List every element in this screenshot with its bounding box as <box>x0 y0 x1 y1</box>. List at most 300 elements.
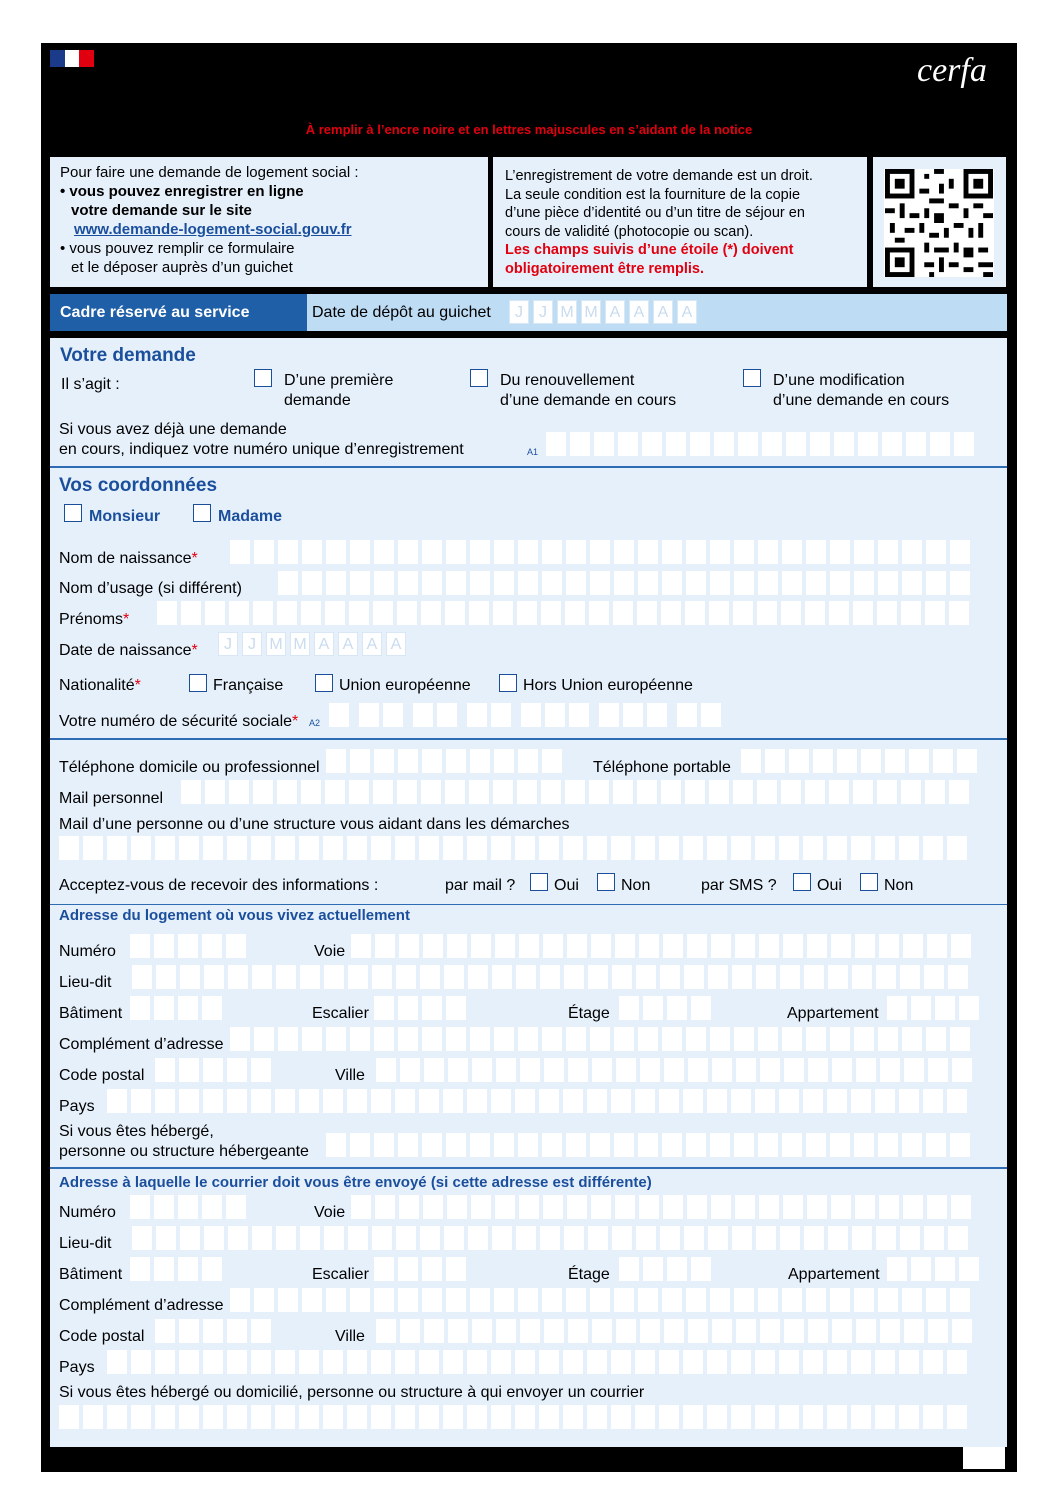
char-box[interactable] <box>757 780 777 804</box>
char-box[interactable] <box>371 836 391 860</box>
char-box[interactable] <box>643 1257 663 1281</box>
char-box[interactable] <box>155 1319 175 1343</box>
char-box[interactable] <box>779 1405 799 1429</box>
char-box[interactable] <box>202 1257 222 1281</box>
char-box[interactable] <box>347 1350 367 1374</box>
char-box[interactable] <box>470 571 490 595</box>
char-box[interactable] <box>278 540 298 564</box>
char-box[interactable] <box>927 1195 947 1219</box>
char-box[interactable] <box>909 749 929 773</box>
date-char-box[interactable]: A <box>314 632 334 656</box>
char-box[interactable] <box>588 965 608 989</box>
char-box[interactable] <box>710 1027 730 1051</box>
char-box[interactable] <box>351 1195 371 1219</box>
char-box[interactable] <box>927 934 947 958</box>
char-box[interactable] <box>662 1133 682 1157</box>
char-box[interactable] <box>375 934 395 958</box>
char-box[interactable] <box>323 1089 343 1113</box>
char-box[interactable] <box>253 780 273 804</box>
char-box[interactable] <box>638 1133 658 1157</box>
char-box[interactable] <box>520 1319 540 1343</box>
char-box[interactable] <box>926 571 946 595</box>
char-box[interactable] <box>107 836 127 860</box>
char-box[interactable] <box>180 965 200 989</box>
char-box[interactable] <box>711 1195 731 1219</box>
char-box[interactable] <box>203 1058 223 1082</box>
char-box[interactable] <box>709 780 729 804</box>
char-box[interactable] <box>154 934 174 958</box>
char-box[interactable] <box>951 934 971 958</box>
char-box[interactable] <box>251 1089 271 1113</box>
char-box[interactable] <box>325 601 345 625</box>
char-box[interactable] <box>880 1058 900 1082</box>
char-box[interactable] <box>157 601 177 625</box>
char-box[interactable] <box>400 1319 420 1343</box>
francaise-checkbox[interactable] <box>189 674 207 692</box>
char-box[interactable] <box>899 1405 919 1429</box>
mail-non-checkbox[interactable] <box>597 873 615 891</box>
courrier-appartement-field[interactable] <box>887 1257 979 1281</box>
char-box[interactable] <box>299 836 319 860</box>
char-box[interactable] <box>398 1257 418 1281</box>
char-box[interactable] <box>227 1058 247 1082</box>
char-box[interactable] <box>395 1089 415 1113</box>
char-box[interactable] <box>882 432 902 456</box>
char-box[interactable] <box>131 836 151 860</box>
char-box[interactable] <box>947 836 967 860</box>
char-box[interactable] <box>419 1089 439 1113</box>
char-box[interactable] <box>827 836 847 860</box>
char-box[interactable] <box>326 749 346 773</box>
char-box[interactable] <box>782 1288 802 1312</box>
char-box[interactable] <box>443 1089 463 1113</box>
char-box[interactable] <box>470 1027 490 1051</box>
char-box[interactable] <box>376 1058 396 1082</box>
char-box[interactable] <box>638 1288 658 1312</box>
char-box[interactable] <box>539 1089 559 1113</box>
char-box[interactable] <box>324 965 344 989</box>
char-box[interactable] <box>784 1319 804 1343</box>
char-box[interactable] <box>203 1089 223 1113</box>
char-box[interactable] <box>661 780 681 804</box>
char-box[interactable] <box>181 601 201 625</box>
char-box[interactable] <box>492 965 512 989</box>
char-box[interactable] <box>396 1226 416 1250</box>
char-box[interactable] <box>398 1027 418 1051</box>
char-box[interactable] <box>734 1288 754 1312</box>
char-box[interactable] <box>618 432 638 456</box>
char-box[interactable] <box>350 1288 370 1312</box>
char-box[interactable] <box>204 1226 224 1250</box>
heberge-domicilie-field[interactable] <box>59 1405 967 1429</box>
char-box[interactable] <box>830 540 850 564</box>
heberge-field[interactable] <box>326 1133 970 1157</box>
char-box[interactable] <box>660 965 680 989</box>
ville-field[interactable] <box>376 1058 972 1082</box>
char-box[interactable] <box>470 540 490 564</box>
char-box[interactable] <box>350 1133 370 1157</box>
char-box[interactable] <box>472 1058 492 1082</box>
char-box[interactable] <box>902 1027 922 1051</box>
char-box[interactable] <box>323 1405 343 1429</box>
char-box[interactable] <box>923 1089 943 1113</box>
char-box[interactable] <box>901 601 921 625</box>
char-box[interactable] <box>667 1257 687 1281</box>
char-box[interactable] <box>686 1133 706 1157</box>
char-box[interactable] <box>470 1288 490 1312</box>
char-box[interactable] <box>911 996 931 1020</box>
char-box[interactable] <box>371 1089 391 1113</box>
char-box[interactable] <box>935 1257 955 1281</box>
char-box[interactable] <box>636 1226 656 1250</box>
char-box[interactable] <box>275 1405 295 1429</box>
char-box[interactable] <box>613 601 633 625</box>
char-box[interactable] <box>640 1058 660 1082</box>
char-box[interactable] <box>446 571 466 595</box>
char-box[interactable] <box>469 780 489 804</box>
char-box[interactable] <box>635 1089 655 1113</box>
char-box[interactable] <box>827 1405 847 1429</box>
char-box[interactable] <box>566 1027 586 1051</box>
char-box[interactable] <box>516 1226 536 1250</box>
char-box[interactable] <box>563 836 583 860</box>
char-box[interactable] <box>758 571 778 595</box>
char-box[interactable] <box>229 601 249 625</box>
char-box[interactable] <box>900 965 920 989</box>
batiment-field[interactable] <box>130 996 222 1020</box>
char-box[interactable] <box>803 1089 823 1113</box>
char-box[interactable] <box>611 836 631 860</box>
char-box[interactable] <box>563 1350 583 1374</box>
char-box[interactable] <box>544 1058 564 1082</box>
char-box[interactable] <box>302 571 322 595</box>
char-box[interactable] <box>686 1027 706 1051</box>
char-box[interactable] <box>923 836 943 860</box>
char-box[interactable] <box>779 836 799 860</box>
char-box[interactable] <box>832 1058 852 1082</box>
char-box[interactable] <box>659 1350 679 1374</box>
char-box[interactable] <box>445 780 465 804</box>
char-box[interactable] <box>205 780 225 804</box>
char-box[interactable] <box>879 934 899 958</box>
char-box[interactable] <box>348 1226 368 1250</box>
char-box[interactable] <box>611 1089 631 1113</box>
char-box[interactable] <box>350 540 370 564</box>
char-box[interactable] <box>491 836 511 860</box>
date-naissance-field[interactable] <box>218 632 406 656</box>
char-box[interactable] <box>83 836 103 860</box>
char-box[interactable] <box>448 1058 468 1082</box>
char-box[interactable] <box>758 1027 778 1051</box>
char-box[interactable] <box>854 571 874 595</box>
char-box[interactable] <box>395 1350 415 1374</box>
char-box[interactable] <box>619 996 639 1020</box>
char-box[interactable] <box>496 1058 516 1082</box>
char-box[interactable] <box>564 1226 584 1250</box>
char-box[interactable] <box>496 1319 516 1343</box>
char-box[interactable] <box>711 934 731 958</box>
date-char-box[interactable]: A <box>629 300 649 324</box>
char-box[interactable] <box>947 1089 967 1113</box>
char-box[interactable] <box>205 601 225 625</box>
char-box[interactable] <box>446 996 466 1020</box>
char-box[interactable] <box>906 432 926 456</box>
char-box[interactable] <box>803 1405 823 1429</box>
char-box[interactable] <box>373 780 393 804</box>
char-box[interactable] <box>107 1350 127 1374</box>
char-box[interactable] <box>544 1319 564 1343</box>
char-box[interactable] <box>779 1350 799 1374</box>
char-box[interactable] <box>741 749 761 773</box>
char-box[interactable] <box>710 571 730 595</box>
char-box[interactable] <box>856 1319 876 1343</box>
char-box[interactable] <box>491 1089 511 1113</box>
char-box[interactable] <box>731 1089 751 1113</box>
numero-field[interactable] <box>130 934 246 958</box>
date-char-box[interactable]: A <box>386 632 406 656</box>
courrier-escalier-field[interactable] <box>374 1257 466 1281</box>
char-box[interactable] <box>374 571 394 595</box>
courrier-pays-field[interactable] <box>107 1350 967 1374</box>
char-box[interactable] <box>954 432 974 456</box>
char-box[interactable] <box>829 780 849 804</box>
char-box[interactable] <box>599 703 619 727</box>
char-box[interactable] <box>712 1319 732 1343</box>
char-box[interactable] <box>734 1027 754 1051</box>
char-box[interactable] <box>762 432 782 456</box>
char-box[interactable] <box>325 780 345 804</box>
char-box[interactable] <box>878 571 898 595</box>
char-box[interactable] <box>420 1226 440 1250</box>
char-box[interactable] <box>375 1195 395 1219</box>
char-box[interactable] <box>734 571 754 595</box>
char-box[interactable] <box>831 934 851 958</box>
modification-checkbox[interactable] <box>743 369 761 387</box>
char-box[interactable] <box>685 601 705 625</box>
char-box[interactable] <box>806 571 826 595</box>
date-char-box[interactable]: A <box>362 632 382 656</box>
char-box[interactable] <box>421 780 441 804</box>
char-box[interactable] <box>830 1027 850 1051</box>
char-box[interactable] <box>948 1226 968 1250</box>
char-box[interactable] <box>398 1288 418 1312</box>
char-box[interactable] <box>253 601 273 625</box>
char-box[interactable] <box>347 1405 367 1429</box>
char-box[interactable] <box>374 749 394 773</box>
char-box[interactable] <box>448 1319 468 1343</box>
char-box[interactable] <box>179 1405 199 1429</box>
char-box[interactable] <box>230 1288 250 1312</box>
char-box[interactable] <box>830 571 850 595</box>
char-box[interactable] <box>154 996 174 1020</box>
char-box[interactable] <box>590 571 610 595</box>
char-box[interactable] <box>830 1133 850 1157</box>
char-box[interactable] <box>179 1350 199 1374</box>
char-box[interactable] <box>542 540 562 564</box>
char-box[interactable] <box>612 1226 632 1250</box>
char-box[interactable] <box>687 934 707 958</box>
char-box[interactable] <box>736 1058 756 1082</box>
renouvellement-checkbox[interactable] <box>470 369 488 387</box>
char-box[interactable] <box>803 836 823 860</box>
char-box[interactable] <box>683 1350 703 1374</box>
char-box[interactable] <box>227 836 247 860</box>
char-box[interactable] <box>755 1350 775 1374</box>
char-box[interactable] <box>710 540 730 564</box>
char-box[interactable] <box>686 540 706 564</box>
char-box[interactable] <box>326 1288 346 1312</box>
char-box[interactable] <box>950 1027 970 1051</box>
char-box[interactable] <box>685 780 705 804</box>
premiere-demande-checkbox[interactable] <box>254 369 272 387</box>
char-box[interactable] <box>911 1257 931 1281</box>
char-box[interactable] <box>659 836 679 860</box>
escalier-field[interactable] <box>374 996 466 1020</box>
char-box[interactable] <box>755 836 775 860</box>
numero-unique-field[interactable] <box>546 432 974 456</box>
char-box[interactable] <box>517 601 537 625</box>
date-char-box[interactable]: A <box>605 300 625 324</box>
char-box[interactable] <box>516 965 536 989</box>
char-box[interactable] <box>902 540 922 564</box>
char-box[interactable] <box>323 836 343 860</box>
char-box[interactable] <box>278 1027 298 1051</box>
char-box[interactable] <box>852 1226 872 1250</box>
char-box[interactable] <box>469 601 489 625</box>
char-box[interactable] <box>132 1226 152 1250</box>
char-box[interactable] <box>677 703 697 727</box>
char-box[interactable] <box>132 965 152 989</box>
char-box[interactable] <box>904 1319 924 1343</box>
char-box[interactable] <box>349 601 369 625</box>
char-box[interactable] <box>923 1350 943 1374</box>
date-char-box[interactable]: J <box>242 632 262 656</box>
char-box[interactable] <box>853 780 873 804</box>
sms-non-checkbox[interactable] <box>860 873 878 891</box>
char-box[interactable] <box>515 1350 535 1374</box>
char-box[interactable] <box>734 540 754 564</box>
char-box[interactable] <box>494 749 514 773</box>
char-box[interactable] <box>639 1195 659 1219</box>
mail-aidant-field[interactable] <box>59 836 967 860</box>
etage-field[interactable] <box>619 996 711 1020</box>
char-box[interactable] <box>587 836 607 860</box>
char-box[interactable] <box>710 1133 730 1157</box>
char-box[interactable] <box>400 1058 420 1082</box>
char-box[interactable] <box>326 540 346 564</box>
char-box[interactable] <box>759 1195 779 1219</box>
date-char-box[interactable]: A <box>338 632 358 656</box>
char-box[interactable] <box>589 601 609 625</box>
char-box[interactable] <box>228 965 248 989</box>
char-box[interactable] <box>663 1195 683 1219</box>
char-box[interactable] <box>947 1405 967 1429</box>
char-box[interactable] <box>228 1226 248 1250</box>
char-box[interactable] <box>806 1133 826 1157</box>
char-box[interactable] <box>518 1027 538 1051</box>
char-box[interactable] <box>203 1405 223 1429</box>
char-box[interactable] <box>660 1226 680 1250</box>
char-box[interactable] <box>493 601 513 625</box>
char-box[interactable] <box>636 965 656 989</box>
char-box[interactable] <box>107 1405 127 1429</box>
char-box[interactable] <box>587 1405 607 1429</box>
char-box[interactable] <box>156 1226 176 1250</box>
char-box[interactable] <box>202 996 222 1020</box>
char-box[interactable] <box>736 1319 756 1343</box>
char-box[interactable] <box>643 996 663 1020</box>
char-box[interactable] <box>275 836 295 860</box>
char-box[interactable] <box>470 1133 490 1157</box>
char-box[interactable] <box>614 571 634 595</box>
char-box[interactable] <box>808 1058 828 1082</box>
char-box[interactable] <box>957 749 977 773</box>
char-box[interactable] <box>760 1319 780 1343</box>
char-box[interactable] <box>735 934 755 958</box>
char-box[interactable] <box>959 1257 979 1281</box>
char-box[interactable] <box>851 1405 871 1429</box>
char-box[interactable] <box>395 836 415 860</box>
char-box[interactable] <box>227 1319 247 1343</box>
char-box[interactable] <box>347 836 367 860</box>
char-box[interactable] <box>930 432 950 456</box>
char-box[interactable] <box>467 1405 487 1429</box>
char-box[interactable] <box>933 749 953 773</box>
char-box[interactable] <box>443 1350 463 1374</box>
char-box[interactable] <box>813 749 833 773</box>
char-box[interactable] <box>275 1089 295 1113</box>
char-box[interactable] <box>446 1027 466 1051</box>
char-box[interactable] <box>733 601 753 625</box>
char-box[interactable] <box>880 1319 900 1343</box>
char-box[interactable] <box>853 601 873 625</box>
char-box[interactable] <box>640 1319 660 1343</box>
char-box[interactable] <box>83 1405 103 1429</box>
char-box[interactable] <box>468 1226 488 1250</box>
char-box[interactable] <box>446 749 466 773</box>
char-box[interactable] <box>947 1350 967 1374</box>
char-box[interactable] <box>928 1058 948 1082</box>
char-box[interactable] <box>804 1226 824 1250</box>
char-box[interactable] <box>592 1058 612 1082</box>
char-box[interactable] <box>858 432 878 456</box>
char-box[interactable] <box>226 1195 246 1219</box>
char-box[interactable] <box>683 1089 703 1113</box>
char-box[interactable] <box>181 780 201 804</box>
char-box[interactable] <box>203 1319 223 1343</box>
sms-oui-checkbox[interactable] <box>793 873 811 891</box>
char-box[interactable] <box>419 836 439 860</box>
char-box[interactable] <box>827 1350 847 1374</box>
char-box[interactable] <box>437 703 457 727</box>
char-box[interactable] <box>758 1133 778 1157</box>
char-box[interactable] <box>278 571 298 595</box>
char-box[interactable] <box>254 540 274 564</box>
char-box[interactable] <box>494 540 514 564</box>
appartement-field[interactable] <box>887 996 979 1020</box>
website-link[interactable]: www.demande-logement-social.gouv.fr <box>74 221 352 238</box>
char-box[interactable] <box>635 1405 655 1429</box>
char-box[interactable] <box>647 703 667 727</box>
char-box[interactable] <box>299 1089 319 1113</box>
char-box[interactable] <box>878 1133 898 1157</box>
char-box[interactable] <box>759 934 779 958</box>
char-box[interactable] <box>568 1058 588 1082</box>
char-box[interactable] <box>783 934 803 958</box>
char-box[interactable] <box>494 1288 514 1312</box>
nom-usage-field[interactable] <box>278 571 970 595</box>
char-box[interactable] <box>758 1288 778 1312</box>
